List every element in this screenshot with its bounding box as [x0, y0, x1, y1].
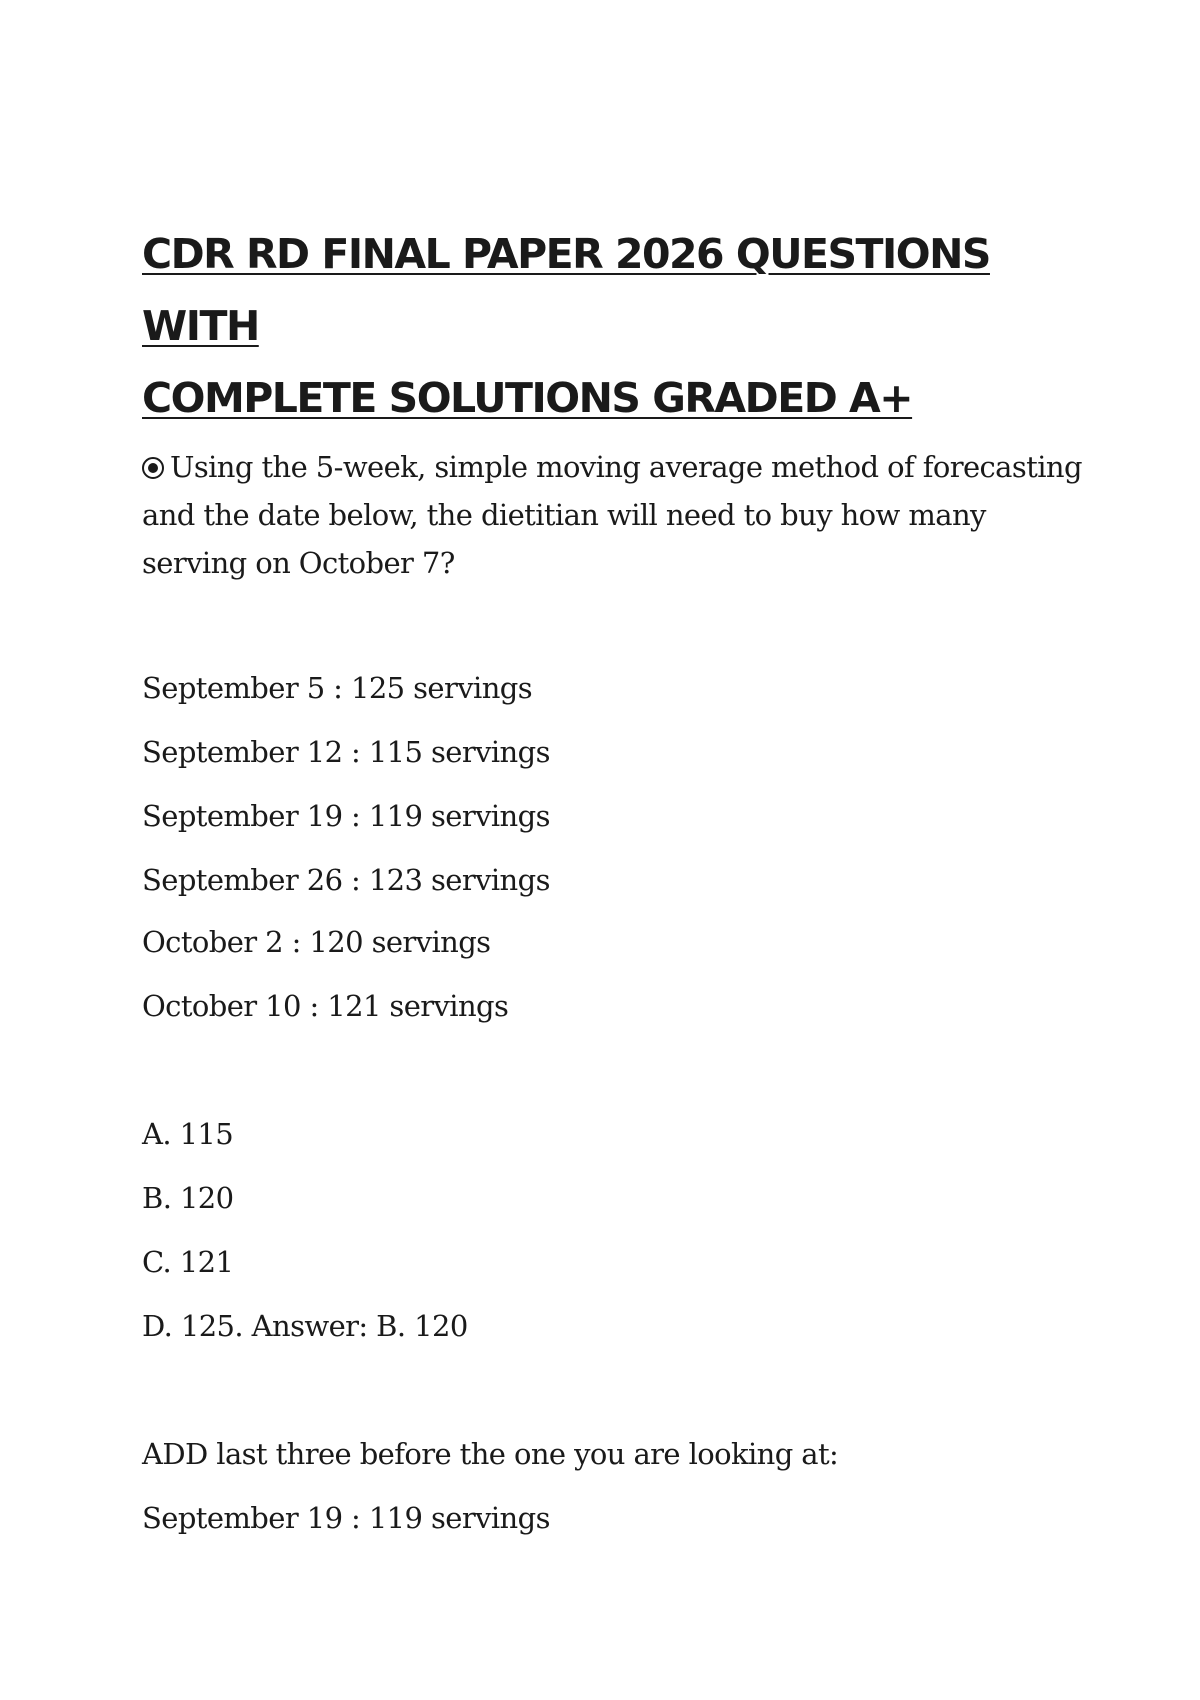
data-line-sep-19: September 19 : 119 servings — [142, 799, 550, 833]
option-d-with-answer: D. 125. Answer: B. 120 — [142, 1309, 468, 1343]
question-paragraph — [142, 443, 1082, 587]
radio-bullet-icon — [142, 457, 164, 479]
explanation-line-1: ADD last three before the one you are looking at: — [142, 1437, 839, 1471]
explanation-line-2: September 19 : 119 servings — [142, 1501, 550, 1535]
data-line-sep-5: September 5 : 125 servings — [142, 671, 533, 705]
data-line-oct-2: October 2 : 120 servings — [142, 925, 491, 959]
title-line-1: CDR RD FINAL PAPER 2026 QUESTIONS WITH — [142, 230, 990, 350]
data-line-sep-26: September 26 : 123 servings — [142, 863, 550, 897]
option-c: C. 121 — [142, 1245, 234, 1279]
option-a: A. 115 — [142, 1117, 234, 1151]
document-title — [142, 218, 1082, 434]
data-line-oct-10: October 10 : 121 servings — [142, 989, 509, 1023]
option-b: B. 120 — [142, 1181, 234, 1215]
data-line-sep-12: September 12 : 115 servings — [142, 735, 550, 769]
title-line-2: COMPLETE SOLUTIONS GRADED A+ — [142, 374, 913, 422]
question-text: Using the 5-week, simple moving average method of forecasting and the date below, the dietitian will need to buy how many serving on October 7? — [142, 450, 1082, 580]
